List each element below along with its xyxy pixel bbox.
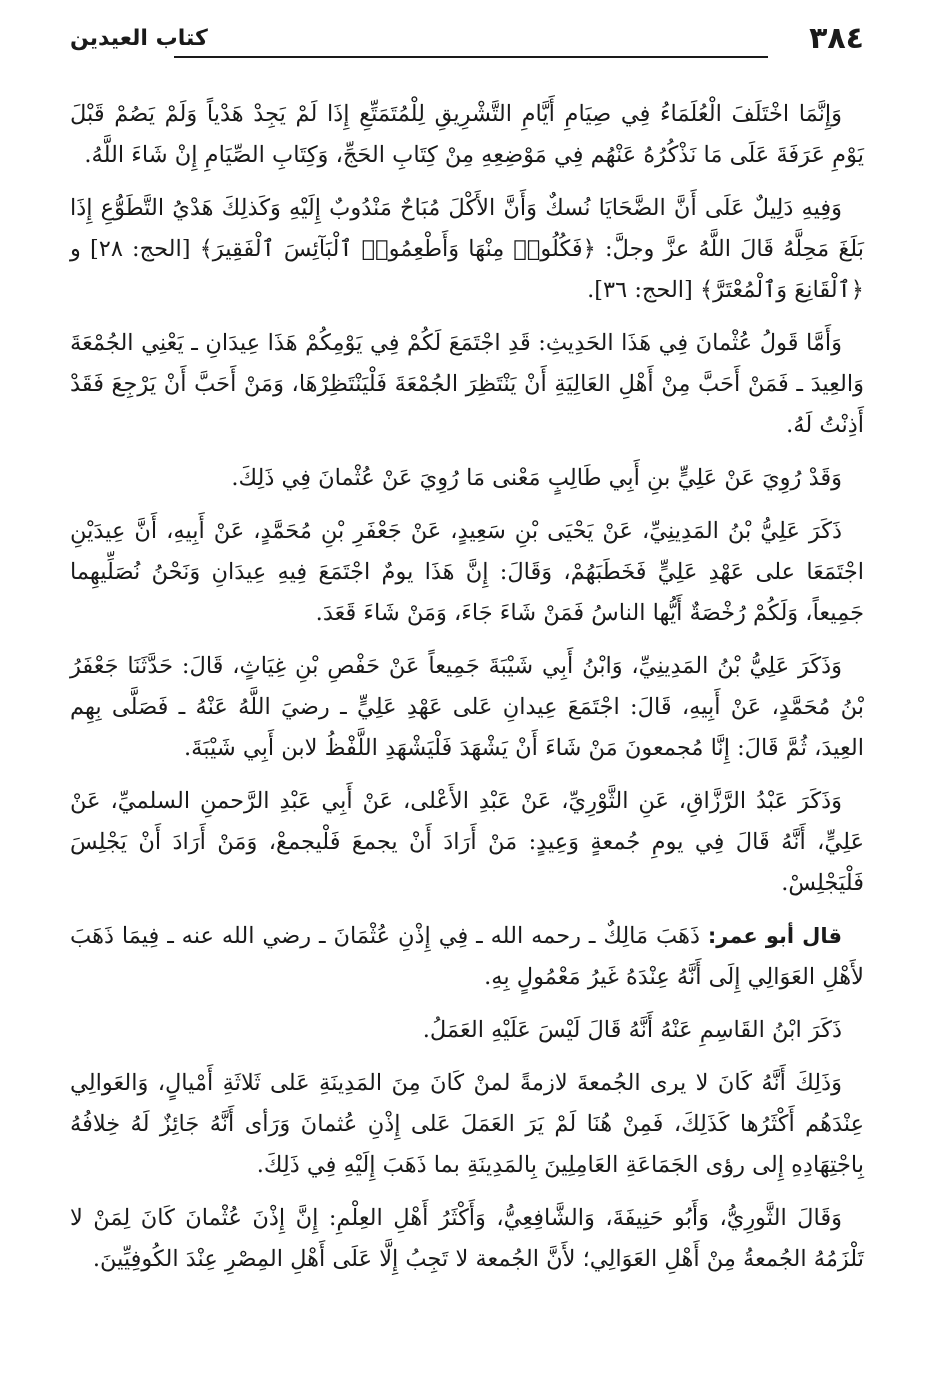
paragraph-text: وَإِنَّمَا اخْتَلَفَ الْعُلَمَاءُ فِي صِيَامِ أَيَّامِ التَّشْرِيقِ لِلْمُتَمَتِّعِ إِذَا لَمْ يَجِدْ هَدْياً وَلَمْ يَصُمْ قَبْلَ يَوْمِ عَرَفَةَ عَلَى مَا نَذْكُرُهُ عَنْهُم فِي مَوْضِعِهِ مِنْ كِتَابِ الحَجِّ، وَكِتَابِ الصِّيَامِ إِنْ شَاءَ اللَّهُ. <box>70 101 864 168</box>
paragraph <box>70 511 864 634</box>
paragraph-text: ذَهَبَ مَالِكٌ ـ رحمه الله ـ فِي إِذْنِ عُثْمَانَ ـ رضي الله عنه ـ فِيمَا ذَهَبَ لأَهْلِ العَوَالِي إِلَى أَنَّهُ عِنْدَهُ غَيرُ مَعْمُولٍ بِهِ. <box>70 923 864 990</box>
paragraph <box>70 781 864 904</box>
paragraph-text: ذَكَرَ عَلِيُّ بْنُ المَدِينِيِّ، عَنْ يَحْيَى بْنِ سَعِيدٍ، عَنْ جَعْفَرِ بْنِ مُحَمَّدٍ، عَنْ أَبِيهِ، أَنَّ عِيدَيْنِ اجْتَمَعَا على عَهْدِ عَلِيٍّ فَخَطَبَهُمْ، وَقَالَ: إِنَّ هَذَا يومٌ اجْتَمَعَ فِيهِ عِيدَانِ وَنَحْنُ نُصَلِّيهِما جَمِيعاً، وَلَكُمْ رُخْصَةٌ أَيُّها الناسُ فَمَنْ شَاءَ جَاءَ، وَمَنْ شَاءَ قَعَدَ. <box>70 518 864 626</box>
paragraph <box>70 1063 864 1186</box>
running-title: كتاب العيدين <box>70 26 208 51</box>
paragraph-lead: قال أبو عمر: <box>707 924 842 948</box>
body-text <box>70 94 864 1292</box>
paragraph-text: ذَكَرَ ابْنُ القَاسِمِ عَنْهُ أَنَّهُ قَالَ لَيْسَ عَلَيْهِ العَمَلُ. <box>422 1017 842 1043</box>
paragraph <box>70 94 864 176</box>
page-number: ٣٨٤ <box>809 21 864 56</box>
paragraph-text: وَذَلِكَ أَنَّهُ كَانَ لا يرى الجُمعةَ لازمةً لمنْ كَانَ مِنَ المَدِينَةِ عَلى ثَلاثَةِ أَمْيالٍ، وَالعَوالِي عِنْدَهُم أَكْثَرُها كَذَلِكَ، فَمِنْ هُنَا لَمْ يَرَ العَمَلَ عَلى إِذْنِ عُثمانَ وَرَأى أَنَّهُ جَائِزٌ لَهُ خِلافُهُ بِاجْتِهَادِهِ إِلى رؤى الجَمَاعَةِ العَامِلِينَ بِالمَدِينَةِ بما ذَهَبَ إِلَيْهِ فِي ذَلِكَ. <box>70 1070 864 1178</box>
paragraph-text: وَفِيهِ دَلِيلٌ عَلَى أَنَّ الضَّحَايَا نُسكٌ وَأَنَّ الأَكْلَ مُبَاحٌ مَنْدُوبٌ إِلَيْهِ وَكَذلِكَ هَدْيُ التَّطَوُّعِ إِذَا بَلَغَ مَحِلَّهُ قَالَ اللَّهُ عزَّ وجلَّ: ﴿فَكُلُوا۟ مِنْهَا وَأَطْعِمُوا۟ ٱلْبَآئِسَ ٱلْفَقِيرَ﴾ [الحج: ٢٨] و ﴿ٱلْقَانِعَ وَٱلْمُعْتَرَّ﴾ [الحج: ٣٦]. <box>70 195 864 303</box>
paragraph-text: وَذَكَرَ عَلِيُّ بْنُ المَدِينِيِّ، وَابْنُ أَبِي شَيْبَةَ جَمِيعاً عَنْ حَفْصِ بْنِ غِيَاثٍ، قَالَ: حَدَّثَنَا جَعْفَرُ بْنُ مُحَمَّدٍ، عَنْ أَبِيهِ، قَالَ: اجْتَمَعَ عِيدانِ عَلى عَهْدِ عَلِيٍّ ـ رضيَ اللَّهُ عَنْهُ ـ فَصَلَّى بِهِم العِيدَ، ثُمَّ قَالَ: إِنَّا مُجمعونَ مَنْ شَاءَ أَنْ يَشْهَدَ فَلْيَشْهَدِ اللَّفْظُ لابن أَبِي شَيْبَةَ. <box>70 653 864 761</box>
page-header <box>70 22 864 62</box>
paragraph <box>70 188 864 311</box>
paragraph-text: وَقَالَ الثَّورِيُّ، وَأَبُو حَنِيفَةَ، وَالشَّافِعِيُّ، وَأَكْثَرُ أَهْلِ العِلْمِ: إِنَّ إِذْنَ عُثْمانَ كَانَ لِمَنْ لا تَلْزَمُهُ الجُمعةُ مِنْ أَهْلِ العَوَالِي؛ لأَنَّ الجُمعة لا تَجِبُ إِلَّا عَلَى أَهْلِ المِصْرِ عِنْدَ الكُوفِيِّينَ. <box>70 1205 864 1272</box>
paragraph-text: وَأَمَّا قَولُ عُثْمانَ فِي هَذَا الحَدِيثِ: قَدِ اجْتَمَعَ لَكُمْ فِي يَوْمِكُمْ هَذَا عِيدَانِ ـ يَعْنِي الجُمْعَةَ وَالعِيدَ ـ فَمَنْ أَحَبَّ مِنْ أَهْلِ العَالِيَةِ أَنْ يَنْتَظِرَ الجُمْعَةَ فَلْيَنْتَظِرْهَا، وَمَنْ أَحَبَّ أَنْ يَرْجِعَ فَقَدْ أَذِنْتُ لَهُ. <box>70 330 864 438</box>
paragraph <box>70 1198 864 1280</box>
paragraph <box>70 916 864 998</box>
paragraph <box>70 646 864 769</box>
paragraph <box>70 458 864 499</box>
paragraph-text: وَقَدْ رُوِيَ عَنْ عَلِيٍّ بنِ أَبِي طَالِبٍ مَعْنى مَا رُوِيَ عَنْ عُثْمانَ فِي ذَلِكَ. <box>231 465 842 491</box>
paragraph-text: وَذَكَرَ عَبْدُ الرَّزَّاقِ، عَنِ الثَّوْرِيِّ، عَنْ عَبْدِ الأَعْلى، عَنْ أَبِي عَبْدِ الرَّحمنِ السلميِّ، عَنْ عَلِيٍّ، أَنَّهُ قَالَ فِي يومِ جُمعةٍ وَعِيدٍ: مَنْ أَرَادَ أَنْ يجمعَ فَلْيجمعْ، وَمَنْ أَرَادَ أَنْ يَجْلِسَ فَلْيَجْلِسْ. <box>70 788 864 896</box>
header-rule <box>174 56 768 58</box>
paragraph <box>70 323 864 446</box>
paragraph <box>70 1010 864 1051</box>
